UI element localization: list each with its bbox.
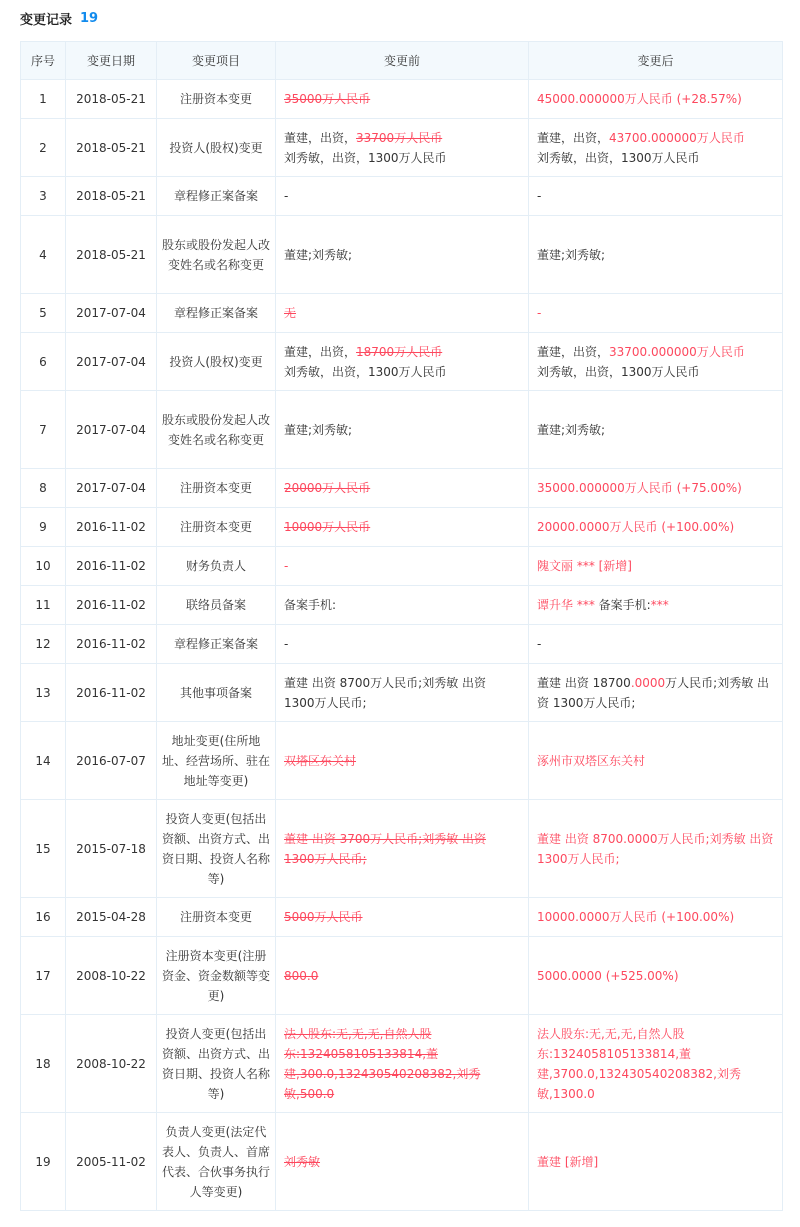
row-date: 2018-05-21 — [66, 80, 157, 119]
row-item: 注册资本变更 — [157, 80, 276, 119]
table-row — [21, 216, 783, 294]
section-header — [20, 8, 98, 28]
header-after: 变更后 — [529, 42, 783, 80]
change-text: 董建，出资， — [537, 344, 610, 359]
change-text: 刘秀敏 — [284, 1154, 321, 1169]
change-text: 35000万人民币 — [284, 92, 371, 106]
row-after — [529, 469, 783, 508]
row-no: 5 — [21, 294, 66, 333]
row-no: 9 — [21, 508, 66, 547]
row-before — [276, 800, 529, 898]
row-after — [529, 586, 783, 625]
row-before — [276, 586, 529, 625]
row-date: 2016-11-02 — [66, 508, 157, 547]
row-date: 2018-05-21 — [66, 177, 157, 216]
table-row — [21, 508, 783, 547]
table-row — [21, 391, 783, 469]
row-before — [276, 80, 529, 119]
row-item: 财务负责人 — [157, 547, 276, 586]
row-date: 2017-07-04 — [66, 294, 157, 333]
row-item: 注册资本变更(注册资金、资金数额等变更) — [157, 937, 276, 1015]
change-text: 20000.0000万人民币 (+100.00%) — [537, 520, 735, 534]
change-text: - — [284, 559, 289, 573]
change-text: 刘秀敏，出资，1300万人民币 — [537, 150, 700, 165]
row-no: 7 — [21, 391, 66, 469]
row-after — [529, 898, 783, 937]
row-before — [276, 508, 529, 547]
table-row — [21, 177, 783, 216]
change-text: 万人民币;刘秀敏 出资 1300万人民币; — [537, 675, 770, 710]
row-no: 10 — [21, 547, 66, 586]
change-text: - — [537, 189, 542, 203]
change-text: 刘秀敏，出资，1300万人民币 — [537, 364, 700, 379]
row-before — [276, 1113, 529, 1211]
change-text: 5000.0000 (+525.00%) — [537, 968, 679, 983]
row-no: 3 — [21, 177, 66, 216]
change-text: 董建，出资， — [537, 130, 610, 145]
change-text: 刘秀敏，出资，1300万人民币 — [284, 150, 447, 165]
row-before — [276, 177, 529, 216]
change-text: 35000.000000万人民币 (+75.00%) — [537, 481, 742, 495]
table-row — [21, 333, 783, 391]
change-text: 董建;刘秀敏; — [284, 247, 353, 262]
row-before — [276, 469, 529, 508]
change-text: 董建;刘秀敏; — [284, 422, 353, 437]
row-date: 2016-07-07 — [66, 722, 157, 800]
change-text: 双塔区东关村 — [284, 753, 357, 768]
row-after — [529, 119, 783, 177]
row-after — [529, 333, 783, 391]
change-text: 董建 [新增] — [537, 1154, 599, 1169]
row-no: 4 — [21, 216, 66, 294]
change-text: 法人股东:无,无,无,自然人股东:1324058105133814,董建,3700.0,132430540208382,刘秀敏,1300.0 — [537, 1026, 741, 1101]
change-records-table — [20, 41, 783, 1211]
row-date: 2017-07-04 — [66, 391, 157, 469]
row-item: 投资人(股权)变更 — [157, 119, 276, 177]
row-date: 2015-07-18 — [66, 800, 157, 898]
row-after — [529, 1113, 783, 1211]
table-row — [21, 664, 783, 722]
row-date: 2008-10-22 — [66, 1015, 157, 1113]
change-text: 800.0 — [284, 968, 319, 983]
row-item: 注册资本变更 — [157, 508, 276, 547]
row-no: 19 — [21, 1113, 66, 1211]
change-text: - — [284, 637, 289, 651]
row-item: 注册资本变更 — [157, 469, 276, 508]
change-text: - — [284, 189, 289, 203]
record-count: 19 — [80, 10, 99, 26]
change-text: 董建 出资 8700.0000万人民币;刘秀敏 出资 1300万人民币; — [537, 831, 774, 866]
row-no: 13 — [21, 664, 66, 722]
change-text: 43700.000000万人民币 — [609, 130, 745, 145]
table-row — [21, 586, 783, 625]
row-before — [276, 216, 529, 294]
table-row — [21, 937, 783, 1015]
header-no: 序号 — [21, 42, 66, 80]
change-text: 33700.000000万人民币 — [609, 344, 745, 359]
table-row — [21, 80, 783, 119]
row-date: 2008-10-22 — [66, 937, 157, 1015]
table-header-row — [21, 42, 783, 80]
row-after — [529, 294, 783, 333]
header-item: 变更项目 — [157, 42, 276, 80]
change-text: 隗文丽 *** [新增] — [537, 559, 632, 573]
change-text: 董建 出资 8700万人民币;刘秀敏 出资 1300万人民币; — [284, 675, 487, 710]
row-before — [276, 898, 529, 937]
table-row — [21, 625, 783, 664]
row-before — [276, 391, 529, 469]
row-no: 17 — [21, 937, 66, 1015]
row-after — [529, 664, 783, 722]
row-item: 投资人(股权)变更 — [157, 333, 276, 391]
change-text: 董建，出资， — [284, 344, 357, 359]
change-text: .0000 — [630, 675, 666, 690]
row-after — [529, 80, 783, 119]
table-row — [21, 294, 783, 333]
header-date: 变更日期 — [66, 42, 157, 80]
change-text: 董建;刘秀敏; — [537, 422, 606, 437]
row-date: 2016-11-02 — [66, 664, 157, 722]
row-item: 投资人变更(包括出资额、出资方式、出资日期、投资人名称等) — [157, 1015, 276, 1113]
table-row — [21, 722, 783, 800]
row-no: 8 — [21, 469, 66, 508]
row-after — [529, 177, 783, 216]
row-before — [276, 937, 529, 1015]
row-item: 地址变更(住所地址、经营场所、驻在地址等变更) — [157, 722, 276, 800]
row-after — [529, 1015, 783, 1113]
row-item: 注册资本变更 — [157, 898, 276, 937]
change-text: 备案手机: — [284, 598, 337, 612]
change-text: 备案手机: — [598, 598, 651, 612]
row-date: 2018-05-21 — [66, 216, 157, 294]
row-before — [276, 547, 529, 586]
row-no: 16 — [21, 898, 66, 937]
table-row — [21, 800, 783, 898]
row-date: 2016-11-02 — [66, 586, 157, 625]
table-row — [21, 1015, 783, 1113]
change-text: 10000万人民币 — [284, 520, 371, 534]
change-text: - — [537, 637, 542, 651]
row-date: 2015-04-28 — [66, 898, 157, 937]
change-text: 法人股东:无,无,无,自然人股东:1324058105133814,董建,300.0,132430540208382,刘秀敏,500.0 — [284, 1026, 481, 1101]
change-text: 董建;刘秀敏; — [537, 247, 606, 262]
change-text: 无 — [284, 306, 297, 320]
change-text: 10000.0000万人民币 (+100.00%) — [537, 910, 735, 924]
row-item: 股东或股份发起人改变姓名或名称变更 — [157, 216, 276, 294]
change-text: 董建 出资 18700 — [537, 675, 631, 690]
table-row — [21, 469, 783, 508]
table-row — [21, 1113, 783, 1211]
row-item: 章程修正案备案 — [157, 294, 276, 333]
row-item: 联络员备案 — [157, 586, 276, 625]
header-before: 变更前 — [276, 42, 529, 80]
row-item: 章程修正案备案 — [157, 625, 276, 664]
table-body — [21, 80, 783, 1211]
row-date: 2016-11-02 — [66, 547, 157, 586]
row-date: 2016-11-02 — [66, 625, 157, 664]
row-before — [276, 664, 529, 722]
row-item: 负责人变更(法定代表人、负责人、首席代表、合伙事务执行人等变更) — [157, 1113, 276, 1211]
change-text: 刘秀敏，出资，1300万人民币 — [284, 364, 447, 379]
row-after — [529, 391, 783, 469]
row-item: 股东或股份发起人改变姓名或名称变更 — [157, 391, 276, 469]
change-text: 5000万人民币 — [284, 910, 363, 924]
change-text: 33700万人民币 — [356, 130, 443, 145]
change-text: 45000.000000万人民币 (+28.57%) — [537, 92, 742, 106]
row-no: 2 — [21, 119, 66, 177]
row-item: 章程修正案备案 — [157, 177, 276, 216]
row-before — [276, 722, 529, 800]
row-no: 15 — [21, 800, 66, 898]
row-after — [529, 937, 783, 1015]
row-before — [276, 1015, 529, 1113]
change-text: 18700万人民币 — [356, 344, 443, 359]
row-before — [276, 119, 529, 177]
row-after — [529, 216, 783, 294]
table-row — [21, 898, 783, 937]
table-row — [21, 547, 783, 586]
row-before — [276, 333, 529, 391]
row-item: 投资人变更(包括出资额、出资方式、出资日期、投资人名称等) — [157, 800, 276, 898]
row-no: 6 — [21, 333, 66, 391]
row-no: 18 — [21, 1015, 66, 1113]
row-date: 2017-07-04 — [66, 469, 157, 508]
row-after — [529, 547, 783, 586]
change-text: - — [537, 306, 542, 320]
change-text: *** — [650, 598, 669, 612]
change-text: 董建，出资， — [284, 130, 357, 145]
row-after — [529, 722, 783, 800]
change-text: 20000万人民币 — [284, 481, 371, 495]
table-row — [21, 119, 783, 177]
change-text: 谭升华 *** — [537, 598, 599, 612]
row-no: 14 — [21, 722, 66, 800]
row-no: 11 — [21, 586, 66, 625]
row-date: 2018-05-21 — [66, 119, 157, 177]
row-item: 其他事项备案 — [157, 664, 276, 722]
row-after — [529, 625, 783, 664]
row-date: 2005-11-02 — [66, 1113, 157, 1211]
change-text: 涿州市双塔区东关村 — [537, 753, 646, 768]
change-text: 董建 出资 3700万人民币;刘秀敏 出资 1300万人民币; — [284, 831, 487, 866]
row-before — [276, 625, 529, 664]
row-no: 12 — [21, 625, 66, 664]
row-date: 2017-07-04 — [66, 333, 157, 391]
row-before — [276, 294, 529, 333]
row-no: 1 — [21, 80, 66, 119]
row-after — [529, 800, 783, 898]
row-after — [529, 508, 783, 547]
section-title: 变更记录 — [20, 12, 73, 28]
